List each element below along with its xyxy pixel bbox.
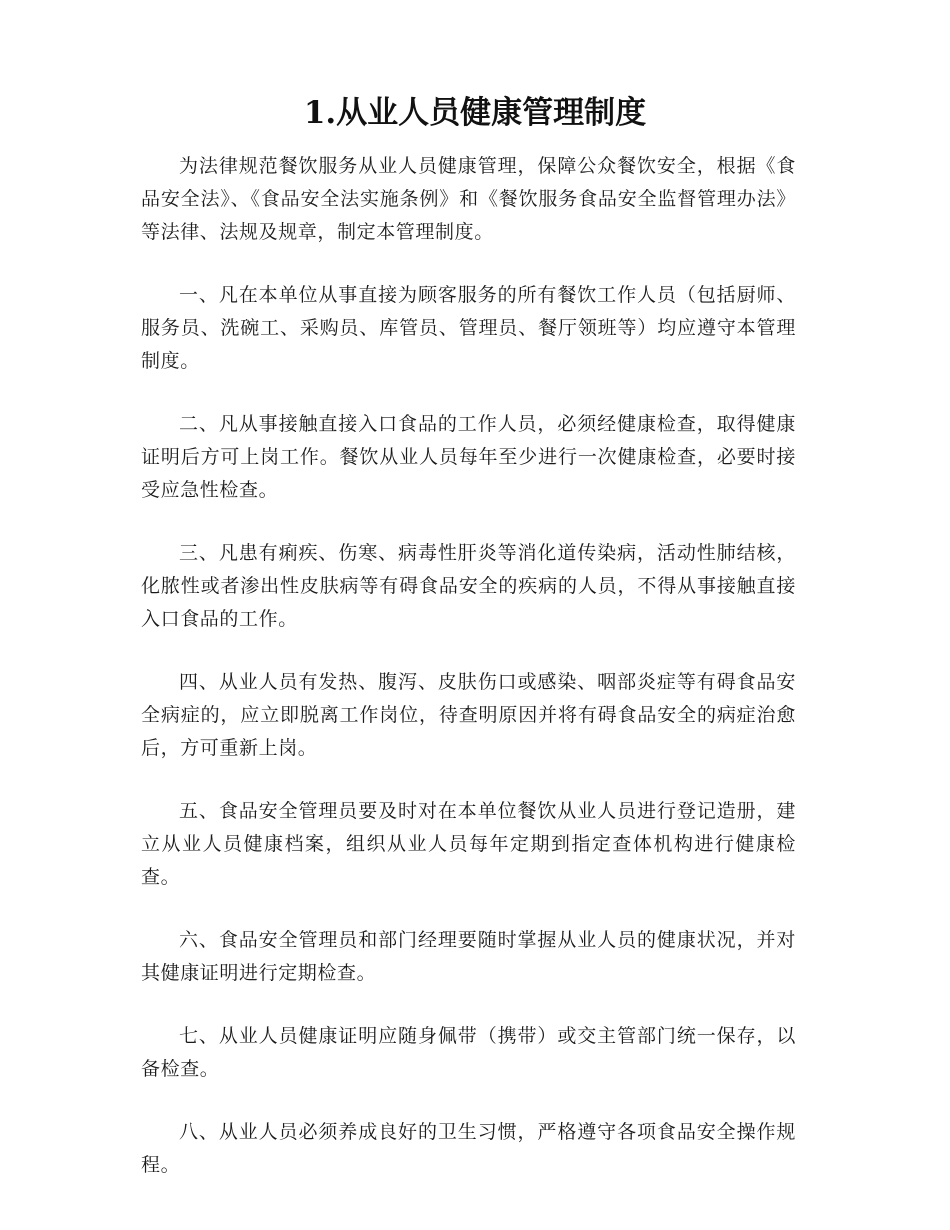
document-title: 1.从业人员健康管理制度 <box>303 95 647 131</box>
paragraph-7: 七、从业人员健康证明应随身佩带（携带）或交主管部门统一保存，以备检查。 <box>141 1025 796 1080</box>
document-body <box>141 150 796 1212</box>
paragraph-4: 四、从业人员有发热、腹泻、皮肤伤口或感染、咽部炎症等有碍食品安全病症的，应立即脱离工作岗位，待查明原因并将有碍食品安全的病症治愈后，方可重新上岗。 <box>141 671 796 759</box>
paragraph-3: 三、凡患有痢疾、伤寒、病毒性肝炎等消化道传染病，活动性肺结核，化脓性或者渗出性皮肤病等有碍食品安全的疾病的人员，不得从事接触直接入口食品的工作。 <box>141 542 796 630</box>
paragraph-6: 六、食品安全管理员和部门经理要随时掌握从业人员的健康状况，并对其健康证明进行定期检查。 <box>141 929 796 984</box>
paragraph-8: 八、从业人员必须养成良好的卫生习惯，严格遵守各项食品安全操作规程。 <box>141 1121 796 1176</box>
paragraph-1: 一、凡在本单位从事直接为顾客服务的所有餐饮工作人员（包括厨师、服务员、洗碗工、采购员、库管员、管理员、餐厅领班等）均应遵守本管理制度。 <box>141 284 796 372</box>
paragraph-intro: 为法律规范餐饮服务从业人员健康管理，保障公众餐饮安全，根据《食品安全法》、《食品安全法实施条例》和《餐饮服务食品安全监督管理办法》等法律、法规及规章，制定本管理制度。 <box>141 155 796 243</box>
paragraph-2: 二、凡从事接触直接入口食品的工作人员，必须经健康检查，取得健康证明后方可上岗工作。餐饮从业人员每年至少进行一次健康检查，必要时接受应急性检查。 <box>141 413 796 501</box>
paragraph-5: 五、食品安全管理员要及时对在本单位餐饮从业人员进行登记造册，建立从业人员健康档案，组织从业人员每年定期到指定查体机构进行健康检查。 <box>141 800 796 888</box>
